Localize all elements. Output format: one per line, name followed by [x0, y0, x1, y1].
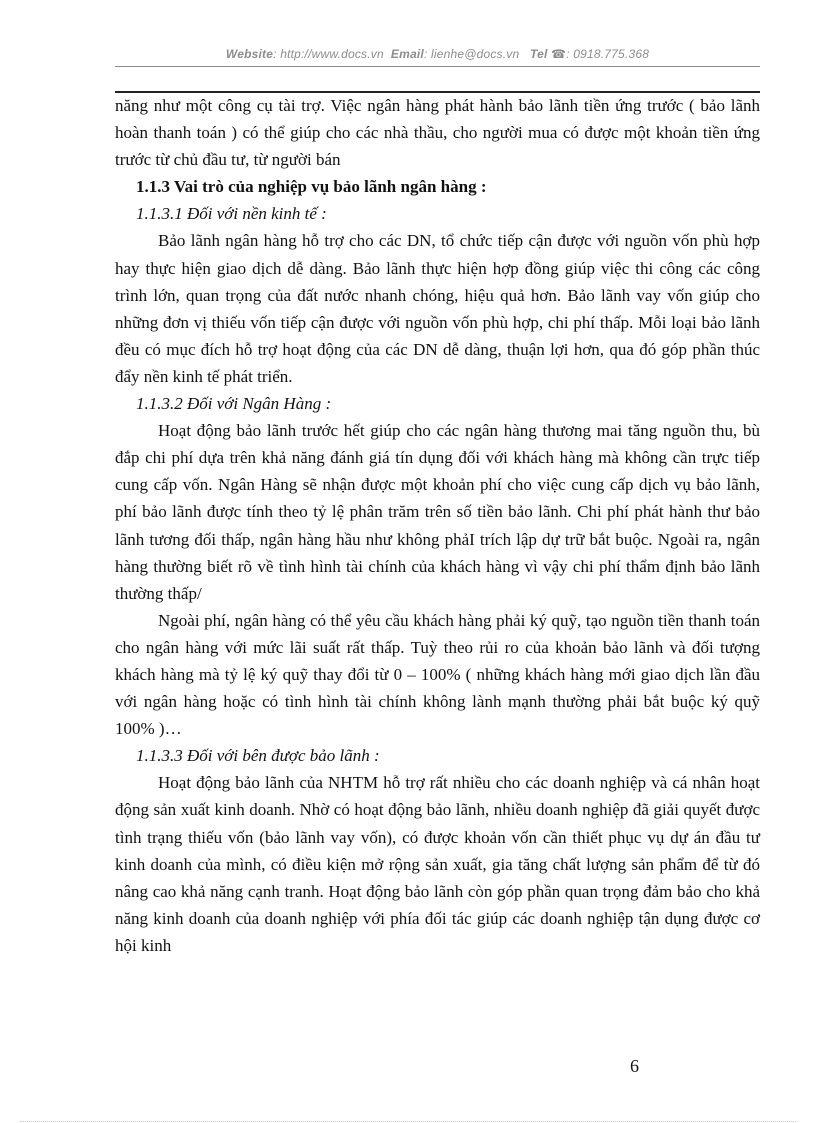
header-rule-thin — [115, 66, 760, 67]
website-value[interactable]: : http://www.docs.vn — [273, 47, 384, 61]
document-body — [115, 92, 760, 959]
heading-1-1-3-3: 1.1.3.3 Đối với bên được bảo lãnh : — [136, 746, 380, 766]
paragraph-guaranteed-party: Hoạt động bảo lãnh của NHTM hỗ trợ rất nhiều cho các doanh nghiệp và cá nhân hoạt động sản xuất kinh doanh. Nhờ có hoạt động bảo lãnh, nhiều doanh nghiệp đã giải quyết được tình trạng thiếu vốn (bảo lãnh vay vốn), có được khoản vốn cần thiết phục vụ dự án đầu tư kinh doanh của mình, có điều kiện mở rộng sản xuất, gia tăng chất lượng sản phẩm để từ đó nâng cao khả năng cạnh tranh. Hoạt động bảo lãnh còn góp phần quan trọng đảm bảo cho khả năng kinh doanh của doanh nghiệp với phía đối tác giúp các doanh nghiệp tận dụng được cơ hội kinh — [115, 773, 760, 955]
email-value[interactable]: : lienhe@docs.vn — [423, 47, 520, 61]
email-label: Email — [390, 47, 424, 61]
paragraph-bank: Hoạt động bảo lãnh trước hết giúp cho các ngân hàng thương mai tăng nguồn thu, bù đắp chi phí dựa trên khả năng đánh giá tín dụng đối với khách hàng mà không cần trực tiếp cung cấp vốn. Ngân Hàng sẽ nhận được một khoản phí cho việc cung cấp dịch vụ bảo lãnh, phí bảo lãnh được tính theo tỷ lệ phân trăm trên số tiền bảo lãnh. Chi phí phát hành thư bảo lãnh tương đối thấp, ngân hàng hầu như không phảI trích lập dự trữ bắt buộc. Ngoài ra, ngân hàng thường biết rõ về tình hình tài chính của khách hàng vì vậy chi phí thẩm định bảo lãnh thường thấp/ — [115, 421, 760, 603]
paragraph-deposit: Ngoài phí, ngân hàng có thể yêu cầu khách hàng phải ký quỹ, tạo nguồn tiền thanh toán cho ngân hàng với mức lãi suất rất thấp. Tuỳ theo rủi ro của khoản bảo lãnh và đối tượng khách hàng mà tỷ lệ ký quỹ thay đổi từ 0 – 100% ( những khách hàng mới giao dịch lần đầu với ngân hàng hoặc có tình hình tài chính không lành mạnh thường phải bắt buộc ký quỹ 100% )… — [115, 610, 760, 739]
tel-label: Tel — [529, 47, 548, 61]
paragraph-continuation: năng như một công cụ tài trợ. Việc ngân hàng phát hành bảo lãnh tiền ứng trước ( bảo lãnh hoàn thanh toán ) có thể giúp cho các nhà thầu, cho người mua có được một khoản tiền ứng trước từ chủ đầu tư, từ người bán — [115, 96, 760, 170]
phone-icon: ☎ — [551, 47, 567, 61]
heading-1-1-3-2: 1.1.3.2 Đối với Ngân Hàng : — [136, 394, 332, 414]
heading-1-1-3: 1.1.3 Vai trò của nghiệp vụ bảo lãnh ngân hàng : — [136, 177, 487, 197]
heading-1-1-3-1: 1.1.3.1 Đối với nền kinh tế : — [136, 204, 327, 224]
page-number: 6 — [630, 1056, 639, 1076]
page-header — [115, 47, 760, 61]
footer-rule — [20, 1121, 796, 1122]
paragraph-economy: Bảo lãnh ngân hàng hỗ trợ cho các DN, tổ chức tiếp cận được với nguồn vốn phù hợp hay thực hiện giao dịch dễ dàng. Bảo lãnh thực hiện hợp đồng giúp việc thi công các công trình lớn, quan trọng của đất nước nhanh chóng, hiệu quả hơn. Bảo lãnh vay vốn giúp cho những đơn vị thiếu vốn tiếp cận được với nguồn vốn phù hợp, chi phí thấp. Mỗi loại bảo lãnh đều có mục đích hỗ trợ hoạt động của các DN dễ dàng, thuận lợi hơn, qua đó góp phần thúc đẩy nền kinh tế phát triển. — [115, 231, 760, 386]
tel-value: : 0918.775.368 — [566, 47, 650, 61]
website-label: Website — [225, 47, 274, 61]
